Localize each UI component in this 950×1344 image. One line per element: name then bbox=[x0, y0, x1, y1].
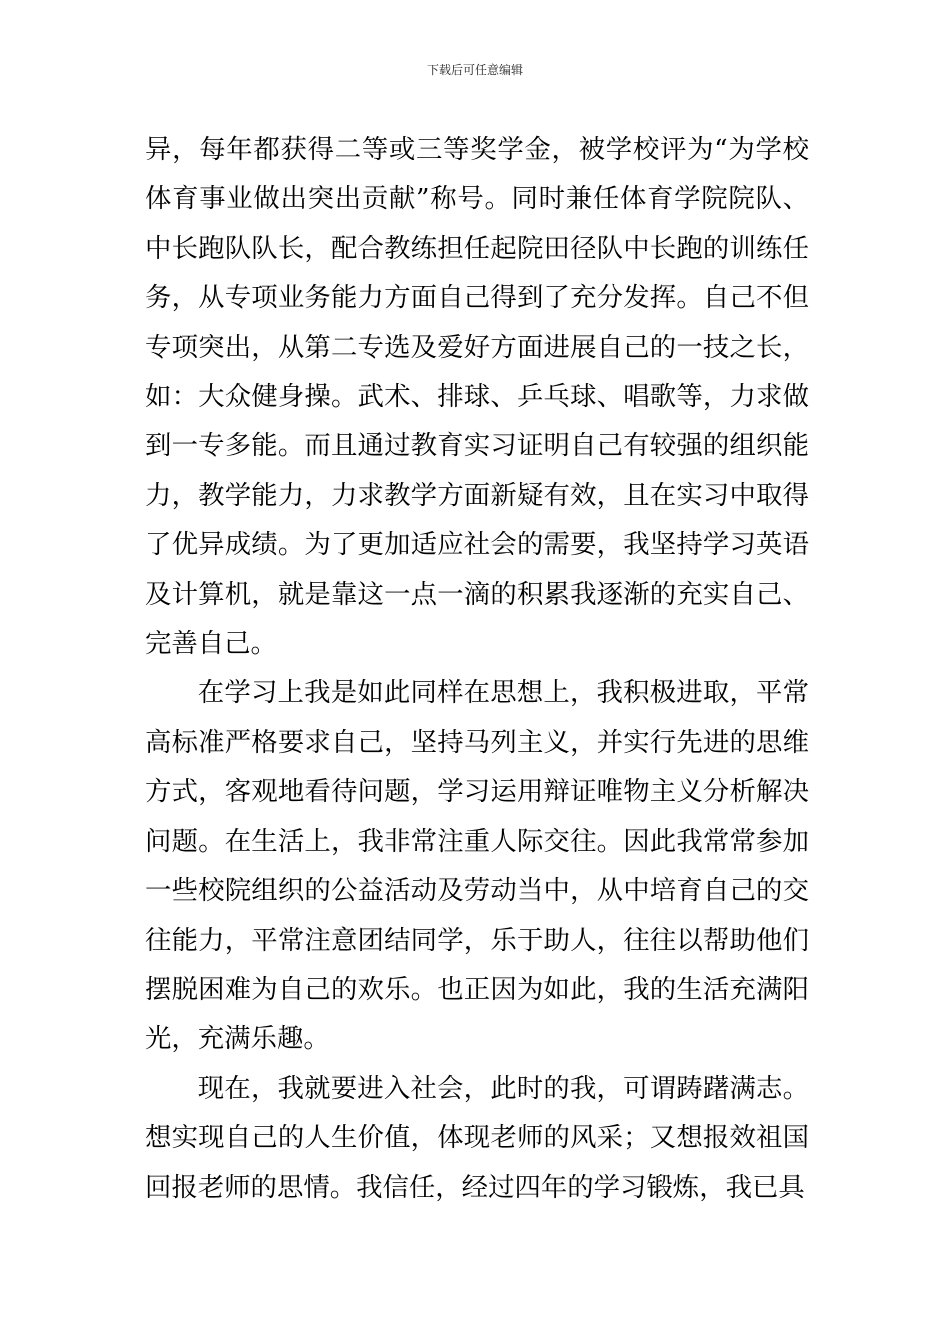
paragraph-1: 异，每年都获得二等或三等奖学金，被学校评为“为学校体育事业做出突出贡献”称号。同时兼任体育学院院队、中长跑队队长，配合教练担任起院田径队中长跑的训练任务，从专项业务能力方面自己得到了充分发挥。自己不但专项突出，从第二专选及爱好方面进展自己的一技之长，如：大众健身操。武术、排球、乒乓球、唱歌等，力求做到一专多能。而且通过教育实习证明自己有较强的组织能力，教学能力，力求教学方面新疑有效，且在实习中取得了优异成绩。为了更加适应社会的需要，我坚持学习英语及计算机，就是靠这一点一滴的积累我逐渐的充实自己、完善自己。 bbox=[145, 134, 809, 660]
paragraph-3: 现在，我就要进入社会，此时的我，可谓踌躇满志。想实现自己的人生价值，体现老师的风采；又想报效祖国回报老师的思情。我信任，经过四年的学习锻炼，我已具 bbox=[145, 1072, 809, 1203]
paragraph-2: 在学习上我是如此同样在思想上，我积极进取，平常高标准严格要求自己，坚持马列主义，并实行先进的思维方式，客观地看待问题，学习运用辩证唯物主义分析解决问题。在生活上，我非常注重人际交往。因此我常常参加一些校院组织的公益活动及劳动当中，从中培育自己的交往能力，平常注意团结同学，乐于助人，往往以帮助他们摆脱困难为自己的欢乐。也正因为如此，我的生活充满阳光，充满乐趣。 bbox=[145, 677, 809, 1055]
page-header: 下载后可任意编辑 bbox=[426, 63, 523, 77]
document-body bbox=[145, 125, 809, 1212]
